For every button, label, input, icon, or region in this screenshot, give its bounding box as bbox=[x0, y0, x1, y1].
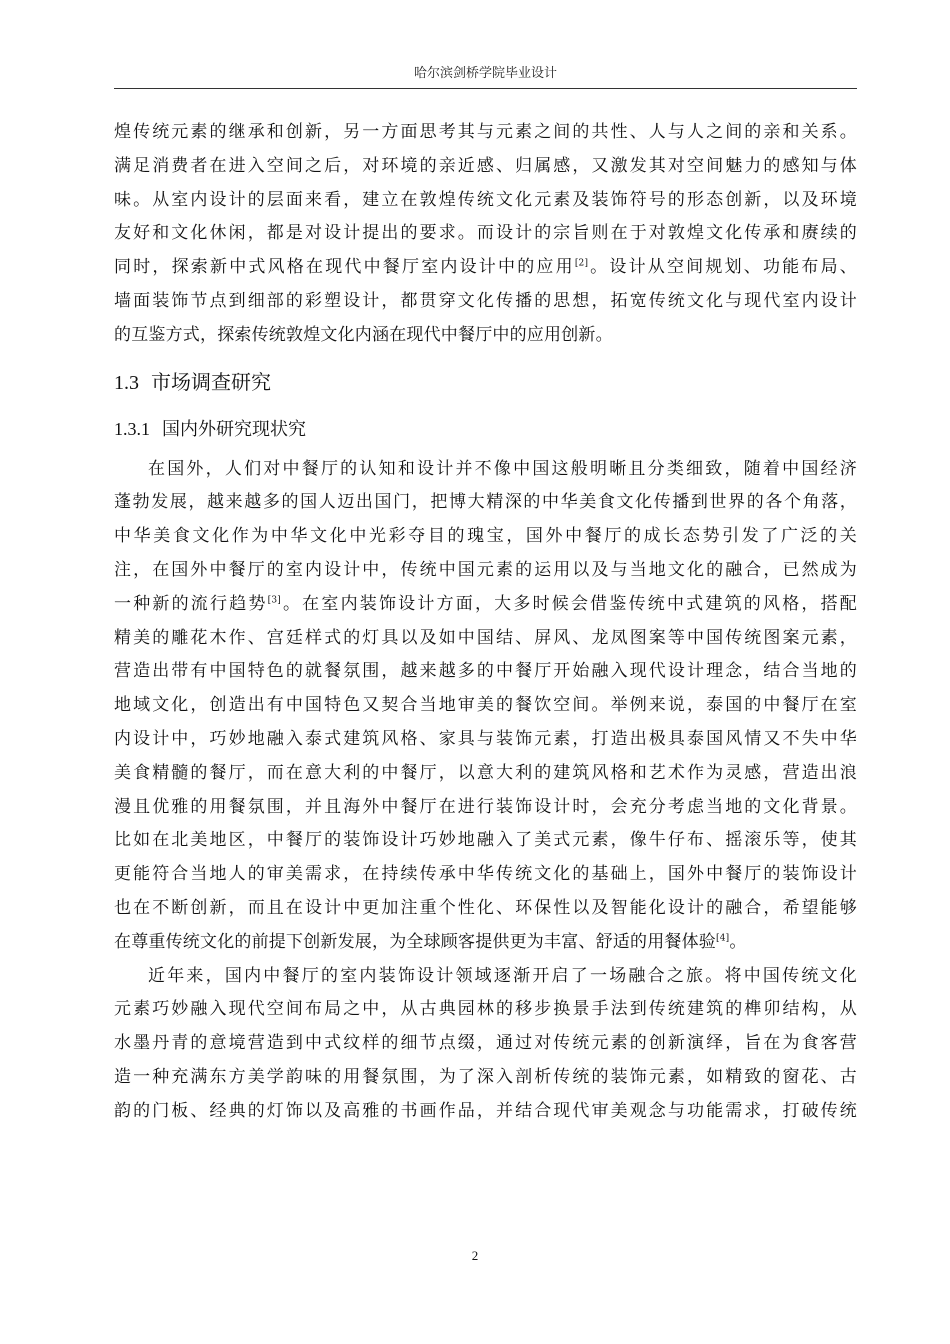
text-segment: 在尊重传统文化的前提下创新发展，为全球顾客提供更为丰富、舒适的用餐体验 bbox=[114, 931, 716, 952]
text-line bbox=[114, 588, 857, 622]
text-segment: 。在室内装饰设计方面，大多时候会借鉴传统中式建筑的风格，搭配 bbox=[280, 593, 857, 614]
subsection-heading bbox=[114, 406, 857, 453]
text-line: 更能符合当地人的审美需求，在持续传承中华传统文化的基础上，国外中餐厅的装饰设计 bbox=[114, 864, 857, 885]
section-heading bbox=[114, 359, 857, 406]
paragraph-domestic bbox=[114, 960, 857, 1129]
text-line: 的互鉴方式，探索传统敦煌文化内涵在现代中餐厅中的应用创新。 bbox=[114, 324, 613, 345]
text-segment: 一种新的流行趋势 bbox=[114, 593, 268, 614]
text-line: 比如在北美地区，中餐厅的装饰设计巧妙地融入了美式元素，像牛仔布、摇滚乐等，使其 bbox=[114, 830, 857, 851]
text-line: 友好和文化休闲，都是对设计提出的要求。而设计的宗旨则在于对敦煌文化传承和赓续的 bbox=[114, 223, 857, 244]
page-header: 哈尔滨剑桥学院毕业设计 bbox=[413, 66, 557, 81]
text-line: 造一种充满东方美学韵味的用餐氛围，为了深入剖析传统的装饰元素，如精致的窗花、古 bbox=[114, 1066, 857, 1087]
text-line: 味。从室内设计的层面来看，建立在敦煌传统文化元素及装饰符号的形态创新，以及环境 bbox=[114, 189, 857, 210]
text-line: 注，在国外中餐厅的室内设计中，传统中国元素的运用以及与当地文化的融合，已然成为 bbox=[114, 559, 857, 580]
text-line: 地域文化，创造出有中国特色又契合当地审美的餐饮空间。举例来说，泰国的中餐厅在室 bbox=[114, 695, 857, 716]
text-line: 蓬勃发展，越来越多的国人迈出国门，把博大精深的中华美食文化传播到世界的各个角落， bbox=[114, 492, 857, 513]
text-line: 韵的门板、经典的灯饰以及高雅的书画作品，并结合现代审美观念与功能需求，打破传统 bbox=[114, 1100, 857, 1121]
section-title: 市场调查研究 bbox=[151, 369, 271, 394]
text-segment: 。设计从空间规划、功能布局、 bbox=[588, 257, 857, 278]
citation-ref: [3] bbox=[267, 595, 281, 606]
text-line: 满足消费者在进入空间之后，对环境的亲近感、归属感，又激发其对空间魅力的感知与体 bbox=[114, 155, 857, 176]
subsection-number: 1.3.1 bbox=[114, 418, 150, 439]
document-body bbox=[114, 116, 857, 1129]
text-line: 精美的雕花木作、宫廷样式的灯具以及如中国结、屏风、龙凤图案等中国传统图案元素， bbox=[114, 627, 857, 648]
text-line: 在国外，人们对中餐厅的认知和设计并不像中国这般明晰且分类细致，随着中国经济 bbox=[148, 458, 857, 479]
text-line: 也在不断创新，而且在设计中更加注重个性化、环保性以及智能化设计的融合，希望能够 bbox=[114, 897, 857, 918]
text-line: 漫且优雅的用餐氛围，并且海外中餐厅在进行装饰设计时，会充分考虑当地的文化背景。 bbox=[114, 796, 857, 817]
text-line bbox=[114, 251, 857, 285]
text-segment: 。 bbox=[729, 931, 747, 952]
citation-ref: [4] bbox=[716, 933, 730, 944]
text-line: 中华美食文化作为中华文化中光彩夺目的瑰宝，国外中餐厅的成长态势引发了广泛的关 bbox=[114, 526, 857, 547]
citation-ref: [2] bbox=[574, 258, 589, 269]
text-line: 煌传统元素的继承和创新，另一方面思考其与元素之间的共性、人与人之间的亲和关系。 bbox=[114, 122, 857, 142]
text-line: 水墨丹青的意境营造到中式纹样的细节点缀，通过对传统元素的创新演绎，旨在为食客营 bbox=[114, 1033, 857, 1054]
text-line bbox=[114, 926, 857, 960]
page-number: 2 bbox=[471, 1248, 479, 1263]
subsection-title: 国内外研究现状究 bbox=[162, 418, 306, 440]
text-segment: 同时，探索新中式风格在现代中餐厅室内设计中的应用 bbox=[114, 257, 575, 278]
text-line: 元素巧妙融入现代空间布局之中，从古典园林的移步换景手法到传统建筑的榫卯结构，从 bbox=[114, 999, 857, 1020]
text-line: 营造出带有中国特色的就餐氛围，越来越多的中餐厅开始融入现代设计理念，结合当地的 bbox=[114, 661, 857, 682]
header-rule bbox=[114, 88, 857, 89]
text-line: 墙面装饰节点到细部的彩塑设计，都贯穿文化传播的思想，拓宽传统文化与现代室内设计 bbox=[114, 290, 857, 311]
paragraph-continued bbox=[114, 116, 857, 353]
paragraph-abroad bbox=[114, 453, 857, 960]
text-line: 内设计中，巧妙地融入泰式建筑风格、家具与装饰元素，打造出极具泰国风情又不失中华 bbox=[114, 728, 857, 749]
section-number: 1.3 bbox=[114, 371, 139, 394]
text-line: 近年来，国内中餐厅的室内装饰设计领域逐渐开启了一场融合之旅。将中国传统文化 bbox=[148, 965, 857, 986]
text-line: 美食精髓的餐厅，而在意大利的中餐厅，以意大利的建筑风格和艺术作为灵感，营造出浪 bbox=[114, 762, 857, 783]
